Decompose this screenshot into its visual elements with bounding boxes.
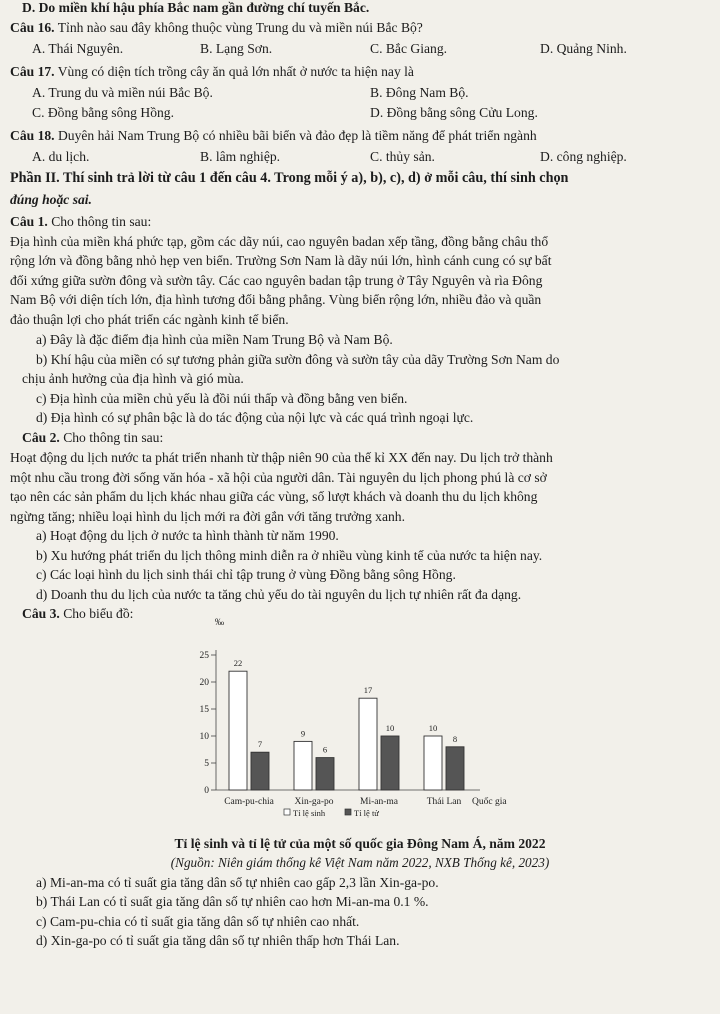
y-tick-label: 20 <box>199 678 209 688</box>
legend-label-death: Tỉ lệ tử <box>354 808 379 818</box>
q17-text: Vùng có diện tích trồng cây ăn quả lớn nhất ở nước ta hiện nay là <box>57 64 414 79</box>
bar-value-label: 22 <box>233 658 243 669</box>
c3-label: Câu 3. <box>22 606 60 621</box>
bar-birth-rate <box>229 671 247 790</box>
c1-statement-b-cont: chịu ảnh hưởng của địa hình và gió mùa. <box>22 371 244 386</box>
c2-text-line: Hoạt động du lịch nước ta phát triển nhanh từ thập niên 90 của thế kỉ XX đến nay. Du lịch trở thành <box>10 450 553 465</box>
q18-option-a: A. du lịch. <box>32 149 90 164</box>
legend-swatch-birth <box>284 809 290 815</box>
c1-text-line: đối xứng giữa sườn đông và sườn tây. Các cao nguyên badan tập trung ở Tây Nguyên và rìa Đông <box>10 273 543 288</box>
q18-option-c: C. thủy sản. <box>370 149 435 164</box>
q16-option-a: A. Thái Nguyên. <box>32 41 124 56</box>
q18-label: Câu 18. <box>10 128 55 143</box>
q17-option-c: C. Đồng bằng sông Hồng. <box>32 105 174 120</box>
x-category-label: Mi-an-ma <box>360 797 398 807</box>
c1-text-line: Nam Bộ với diện tích lớn, địa hình tương đối bằng phẳng. Vùng biển rộng lớn, nhiều đảo và quần <box>10 292 542 307</box>
c3-statement-a: a) Mi-an-ma có tỉ suất gia tăng dân số tự nhiên cao gấp 2,3 lần Xin-ga-po. <box>36 875 439 890</box>
y-tick-label: 15 <box>199 705 209 715</box>
part2-heading-line1: Phần II. Thí sinh trả lời từ câu 1 đến câu 4. Trong mỗi ý a), b), c), d) ở mỗi câu, thí sinh chọn <box>10 170 569 186</box>
c1-text-line: rộng lớn và đồng bằng nhỏ hẹp ven biển. Trường Sơn Nam là dãy núi lớn, hình cánh cung có sự bất <box>10 253 552 268</box>
c2-text-line: một nhu cầu trong đời sống văn hóa - xã hội của người dân. Tài nguyên du lịch phong phú là cơ sở <box>10 470 547 485</box>
q17-label: Câu 17. <box>10 64 55 79</box>
c1-statement-d: d) Địa hình có sự phân bậc là do tác động của nội lực và các quá trình ngoại lực. <box>36 410 474 425</box>
y-tick-label: 10 <box>199 732 209 742</box>
bar-value-label: 9 <box>300 728 306 739</box>
chart-unit-label: ‰ <box>215 617 224 627</box>
c1-label: Câu 1. <box>10 214 48 229</box>
q16-text: Tỉnh nào sau đây không thuộc vùng Trung du và miền núi Bắc Bộ? <box>57 20 423 35</box>
c2-statement-a: a) Hoạt động du lịch ở nước ta hình thành từ năm 1990. <box>36 528 339 543</box>
x-axis-suffix-label: Quốc gia <box>472 797 507 807</box>
c2-statement-b: b) Xu hướng phát triển du lịch thông minh diễn ra ở nhiều vùng kinh tế của nước ta hiện nay. <box>36 548 543 563</box>
legend-swatch-death <box>345 809 351 815</box>
q16-option-b: B. Lạng Sơn. <box>200 41 273 56</box>
legend-label-birth: Tỉ lệ sinh <box>293 808 326 818</box>
bar-birth-rate <box>294 741 312 790</box>
bar-birth-rate <box>424 736 442 790</box>
bar-death-rate <box>316 758 334 790</box>
q16-stem <box>10 18 423 38</box>
q17-option-b: B. Đông Nam Bộ. <box>370 85 469 100</box>
q15-option-d: D. Do miền khí hậu phía Bắc nam gần đường chí tuyến Bắc. <box>22 0 370 15</box>
bar-death-rate <box>446 747 464 790</box>
bar-value-label: 7 <box>257 739 263 750</box>
chart-caption: Tỉ lệ sinh và tỉ lệ tử của một số quốc gia Đông Nam Á, năm 2022 <box>174 836 546 851</box>
q18-stem <box>10 126 537 146</box>
bar-value-label: 10 <box>428 723 438 733</box>
c1-text-line: đảo thuận lợi cho phát triển các ngành kinh tế biển. <box>10 312 289 327</box>
y-tick-label: 5 <box>204 759 209 769</box>
c2-text-line: tạo nên các sản phẩm du lịch khác nhau giữa các vùng, số lượt khách và doanh thu du lịch không <box>10 489 538 504</box>
y-tick-label: 0 <box>204 786 209 796</box>
c1-statement-a: a) Đây là đặc điểm địa hình của miền Nam Trung Bộ và Nam Bộ. <box>36 332 393 347</box>
q17-option-a: A. Trung du và miền núi Bắc Bộ. <box>32 85 213 100</box>
c2-text-line: ngừng tăng; nhiều loại hình du lịch mới ra đời gắn với tăng trưởng xanh. <box>10 509 405 524</box>
chart-source: (Nguồn: Niên giám thống kê Việt Nam năm 2022, NXB Thống kê, 2023) <box>170 855 550 870</box>
bar-birth-rate <box>359 698 377 790</box>
c3-statement-c: c) Cam-pu-chia có tỉ suất gia tăng dân số tự nhiên cao nhất. <box>36 914 360 929</box>
bar-value-label: 8 <box>452 733 458 744</box>
bar-value-label: 10 <box>385 723 395 733</box>
x-category-label: Xin-ga-po <box>294 797 334 807</box>
q18-option-d: D. công nghiệp. <box>540 149 627 164</box>
c2-label: Câu 2. <box>22 430 60 445</box>
bar-value-label: 17 <box>363 685 373 696</box>
x-category-label: Thái Lan <box>426 797 462 807</box>
c1-intro: Cho thông tin sau: <box>51 214 152 229</box>
bar-value-label: 6 <box>322 744 328 755</box>
q18-option-b: B. lâm nghiệp. <box>200 149 281 164</box>
c1-statement-c: c) Địa hình của miền chủ yếu là đồi núi thấp và đồng bằng ven biển. <box>36 391 408 406</box>
c2-intro: Cho thông tin sau: <box>63 430 164 445</box>
x-category-label: Cam-pu-chia <box>224 797 274 807</box>
bar-chart <box>180 615 610 835</box>
bar-death-rate <box>381 736 399 790</box>
c1-text-line: Địa hình của miền khá phức tạp, gồm các dãy núi, cao nguyên badan xếp tầng, đồng bằng châu thổ <box>10 234 549 249</box>
q17-stem <box>10 62 414 82</box>
bar-chart-svg <box>180 615 610 835</box>
q16-option-c: C. Bắc Giang. <box>370 41 448 56</box>
c2-heading <box>22 428 163 448</box>
q17-option-d: D. Đồng bằng sông Cửu Long. <box>370 105 538 120</box>
c1-statement-b: b) Khí hậu của miền có sự tương phản giữa sườn đông và sườn tây của dãy Trường Sơn Nam do <box>36 352 560 367</box>
bar-death-rate <box>251 752 269 790</box>
c2-statement-c: c) Các loại hình du lịch sinh thái chỉ tập trung ở vùng Đồng bằng sông Hồng. <box>36 567 456 582</box>
q16-option-d: D. Quảng Ninh. <box>540 41 627 56</box>
q18-text: Duyên hải Nam Trung Bộ có nhiều bãi biển và đảo đẹp là tiềm năng để phát triển ngành <box>57 128 537 143</box>
c3-intro: Cho biểu đồ: <box>63 606 134 621</box>
q16-label: Câu 16. <box>10 20 55 35</box>
c1-heading <box>10 212 151 232</box>
part2-heading-line2: đúng hoặc sai. <box>10 192 92 207</box>
c3-statement-d: d) Xin-ga-po có tỉ suất gia tăng dân số tự nhiên thấp hơn Thái Lan. <box>36 933 400 948</box>
c3-heading <box>22 604 133 624</box>
c2-statement-d: d) Doanh thu du lịch của nước ta tăng chủ yếu do tài nguyên du lịch tự nhiên rất đa dạng. <box>36 587 522 602</box>
c3-statement-b: b) Thái Lan có tỉ suất gia tăng dân số tự nhiên cao hơn Mi-an-ma 0.1 %. <box>36 894 429 909</box>
y-tick-label: 25 <box>199 651 209 661</box>
